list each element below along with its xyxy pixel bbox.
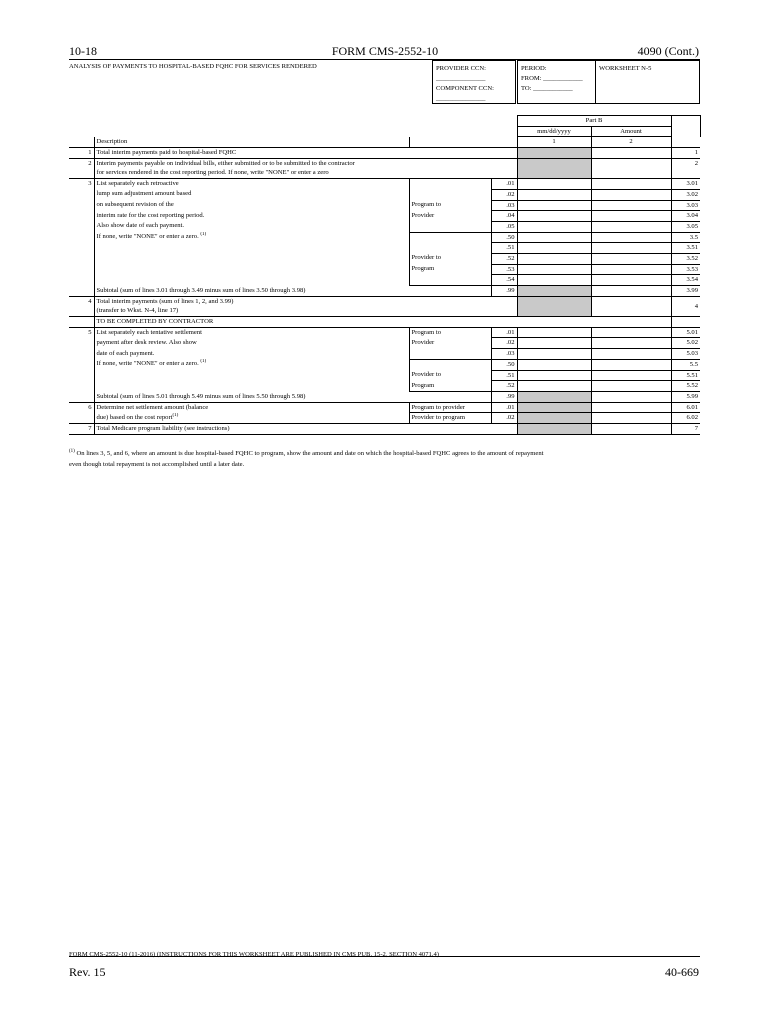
footnote-line-2: even though total repayment is not accomplished until a later date. (69, 461, 245, 468)
table-row (69, 211, 700, 222)
amount-input[interactable] (591, 221, 671, 232)
table-row (69, 391, 700, 402)
date-input[interactable] (517, 189, 591, 200)
contractor-section-heading: TO BE COMPLETED BY CONTRACTOR (94, 317, 671, 328)
line-ref: 3.05 (671, 221, 700, 232)
subline-code: .51 (491, 370, 517, 381)
direction-label: Program to (409, 327, 491, 338)
footer-page-number: 40-669 (665, 965, 699, 979)
direction-label: Program to (409, 200, 491, 211)
direction-label: Program to provider (409, 402, 491, 413)
table-row (69, 327, 700, 338)
line-description: Total interim payments (sum of lines 1, 2, and 3.99) (94, 296, 517, 306)
line-description: Total Medicare program liability (see instructions) (94, 423, 517, 434)
date-cell-disabled (517, 413, 591, 424)
amount-input[interactable] (591, 359, 671, 370)
amount-input[interactable] (591, 296, 671, 316)
table-row (69, 148, 700, 159)
footer-form-line: FORM CMS-2552-10 (11-2016) (INSTRUCTIONS FOR THIS WORKSHEET ARE PUBLISHED IN CMS PUB. 15-2, SECTION 4071.4) (69, 951, 439, 958)
date-input[interactable] (517, 221, 591, 232)
line-ref: 1 (671, 148, 700, 159)
line-description: Also show date of each payment. (94, 221, 409, 232)
date-input[interactable] (517, 243, 591, 254)
date-input[interactable] (517, 359, 591, 370)
date-input[interactable] (517, 264, 591, 275)
amount-input[interactable] (591, 402, 671, 413)
date-cell-disabled (517, 423, 591, 434)
date-input[interactable] (517, 275, 591, 286)
line-ref: 5.5 (671, 359, 700, 370)
table-row (69, 338, 700, 349)
subline-code: .02 (491, 413, 517, 424)
subline-code: .03 (491, 200, 517, 211)
table-row (69, 317, 700, 328)
line-ref: 3.5 (671, 232, 700, 243)
line-description: for services rendered in the cost reporting period. If none, write "NONE" or enter a zero (94, 168, 517, 178)
line-ref: 2 (671, 158, 700, 168)
line-ref: 3.52 (671, 253, 700, 264)
line-number: 6 (69, 402, 94, 413)
line-description: List separately each retroactive (94, 179, 409, 190)
line-number: 5 (69, 327, 94, 338)
subline-code: .01 (491, 179, 517, 190)
date-input[interactable] (517, 381, 591, 392)
line-description: lump sum adjustment amount based (94, 189, 409, 200)
line-description: Determine net settlement amount (balance (94, 402, 409, 413)
subline-code: .50 (491, 359, 517, 370)
direction-label: Program (409, 381, 491, 392)
component-ccn-blank[interactable]: _______________ (436, 95, 486, 102)
line-ref: 5.03 (671, 349, 700, 360)
amount-input[interactable] (591, 211, 671, 222)
line-ref: 3.04 (671, 211, 700, 222)
line-description: List separately each tentative settlement (94, 327, 409, 338)
line-description: Total interim payments paid to hospital-based FQHC (94, 148, 517, 159)
table-row (69, 413, 700, 424)
subline-code: .99 (491, 286, 517, 297)
amount-input[interactable] (591, 423, 671, 434)
amount-input[interactable] (591, 232, 671, 243)
line-number: 7 (69, 423, 94, 434)
line-description: (transfer to Wkst. N-4, line 17) (94, 306, 517, 316)
subline-code: .50 (491, 232, 517, 243)
footer-rule (69, 956, 700, 957)
table-row (69, 359, 700, 370)
amount-input[interactable] (591, 391, 671, 402)
amount-input[interactable] (591, 189, 671, 200)
line-ref: 3.53 (671, 264, 700, 275)
direction-label: Provider to (409, 370, 491, 381)
line-ref: 5.51 (671, 370, 700, 381)
line-ref: 3.02 (671, 189, 700, 200)
date-cell-disabled (517, 391, 591, 402)
subline-code: .01 (491, 327, 517, 338)
period-to[interactable]: TO: ____________ (521, 85, 573, 92)
amount-input[interactable] (591, 200, 671, 211)
date-input[interactable] (517, 211, 591, 222)
col-2-number: 2 (591, 137, 671, 148)
line-description: If none, write "NONE" or enter a zero. $^{(1)}$ (94, 232, 409, 243)
line-ref: 7 (671, 423, 700, 434)
line-ref: 5.02 (671, 338, 700, 349)
table-row (69, 189, 700, 200)
subline-code: .54 (491, 275, 517, 286)
subline-code: .05 (491, 221, 517, 232)
amount-input[interactable] (591, 349, 671, 360)
line-description: interim rate for the cost reporting period. (94, 211, 409, 222)
table-row (69, 158, 700, 168)
line-ref: 6.01 (671, 402, 700, 413)
subline-code: .01 (491, 402, 517, 413)
table-row (69, 296, 700, 306)
table-row (69, 370, 700, 381)
date-input[interactable] (517, 327, 591, 338)
period-label: PERIOD: (521, 65, 547, 72)
amount-input[interactable] (591, 179, 671, 190)
col-date-header: mm/dd/yyyy (517, 126, 591, 137)
subline-code: .52 (491, 381, 517, 392)
table-row (69, 200, 700, 211)
footnote-marker: (1) (69, 448, 75, 454)
date-input[interactable] (517, 349, 591, 360)
date-cell-disabled (517, 286, 591, 297)
date-cell-disabled (517, 402, 591, 413)
amount-input[interactable] (591, 413, 671, 424)
line-description: on subsequent revision of the (94, 200, 409, 211)
subline-code: .04 (491, 211, 517, 222)
line-ref: 5.01 (671, 327, 700, 338)
table-row (69, 402, 700, 413)
period-box (517, 60, 596, 104)
footnote-line-1: On lines 3, 5, and 6, where an amount is due hospital-based FQHC to program, show the amount and date on which the hospital-based FQHC agrees to the amount of repayment (74, 450, 544, 457)
footer-revision: Rev. 15 (69, 965, 106, 979)
table-row (69, 243, 700, 254)
subline-code: .53 (491, 264, 517, 275)
date-input[interactable] (517, 179, 591, 190)
date-input[interactable] (517, 200, 591, 211)
subtotal-label: Subtotal (sum of lines 3.01 through 3.49 minus sum of lines 3.50 through 3.98) (94, 286, 491, 297)
line-ref: 5.52 (671, 381, 700, 392)
line-ref: 3.54 (671, 275, 700, 286)
amount-input[interactable] (591, 264, 671, 275)
amount-input[interactable] (591, 286, 671, 297)
amount-input[interactable] (591, 327, 671, 338)
line-number: 1 (69, 148, 94, 159)
line-ref: 3.99 (671, 286, 700, 297)
date-input[interactable] (517, 232, 591, 243)
line-description: date of each payment. (94, 349, 409, 360)
direction-label: Program (409, 264, 491, 275)
subtotal-label: Subtotal (sum of lines 5.01 through 5.49 minus sum of lines 5.50 through 5.98) (94, 391, 491, 402)
line-number: 3 (69, 179, 94, 190)
subline-code: .52 (491, 253, 517, 264)
line-ref: 4 (671, 296, 700, 316)
direction-label: Provider (409, 338, 491, 349)
provider-ccn-blank[interactable]: _______________ (436, 75, 486, 82)
line-description: due) based on the cost report$^{(1)}$ (94, 413, 409, 424)
line-description: Interim payments payable on individual bills, either submitted or to be submitted to the contractor (94, 158, 517, 168)
subline-code: .02 (491, 338, 517, 349)
line-ref: 3.51 (671, 243, 700, 254)
date-cell-disabled (517, 296, 591, 316)
table-row (69, 126, 700, 137)
table-row (69, 423, 700, 434)
date-cell-disabled (517, 148, 591, 159)
part-b-header: Part B (517, 116, 671, 127)
amount-input[interactable] (591, 338, 671, 349)
table-row (69, 264, 700, 275)
line-number: 4 (69, 296, 94, 306)
footnote (69, 448, 700, 470)
table-row (69, 232, 700, 243)
amount-input[interactable] (591, 148, 671, 159)
worksheet-id-box (595, 60, 700, 104)
subline-code: .99 (491, 391, 517, 402)
direction-label: Provider (409, 211, 491, 222)
line-description: payment after desk review. Also show (94, 338, 409, 349)
date-input[interactable] (517, 370, 591, 381)
table-row (69, 179, 700, 190)
period-from[interactable]: FROM: ____________ (521, 75, 583, 82)
date-input[interactable] (517, 253, 591, 264)
col-1-number: 1 (517, 137, 591, 148)
amount-input[interactable] (591, 370, 671, 381)
table-row (69, 253, 700, 264)
amount-input[interactable] (591, 253, 671, 264)
provider-ccn-box (432, 60, 516, 104)
table-row (69, 349, 700, 360)
col-amount-header: Amount (591, 126, 671, 137)
subline-code: .51 (491, 243, 517, 254)
provider-ccn-label: PROVIDER CCN: (436, 65, 487, 72)
amount-input[interactable] (591, 381, 671, 392)
table-row (69, 286, 700, 297)
line-ref: 3.03 (671, 200, 700, 211)
subline-code: .02 (491, 189, 517, 200)
table-row (69, 275, 700, 286)
header-section-number: 4090 (Cont.) (637, 44, 699, 58)
payments-table (69, 115, 701, 435)
form-title: FORM CMS-2552-10 (331, 44, 439, 58)
line-ref: 5.99 (671, 391, 700, 402)
table-row (69, 116, 700, 127)
direction-label: Provider to program (409, 413, 491, 424)
table-row (69, 221, 700, 232)
amount-input[interactable] (591, 275, 671, 286)
amount-input[interactable] (591, 243, 671, 254)
header-left-date: 10-18 (69, 44, 97, 58)
component-ccn-label: COMPONENT CCN: (436, 85, 494, 92)
worksheet-id: WORKSHEET N-5 (599, 65, 652, 72)
date-cell-disabled (517, 158, 591, 178)
line-ref: 3.01 (671, 179, 700, 190)
date-input[interactable] (517, 338, 591, 349)
table-row (69, 381, 700, 392)
worksheet-title: ANALYSIS OF PAYMENTS TO HOSPITAL-BASED FQHC FOR SERVICES RENDERED (69, 63, 317, 70)
line-number: 2 (69, 158, 94, 168)
direction-label: Provider to (409, 253, 491, 264)
description-header: Description (94, 137, 409, 148)
line-description: If none, write "NONE" or enter a zero. $^{(1)}$ (94, 359, 409, 370)
subline-code: .03 (491, 349, 517, 360)
line-ref: 6.02 (671, 413, 700, 424)
table-row (69, 137, 700, 148)
amount-input[interactable] (591, 158, 671, 178)
